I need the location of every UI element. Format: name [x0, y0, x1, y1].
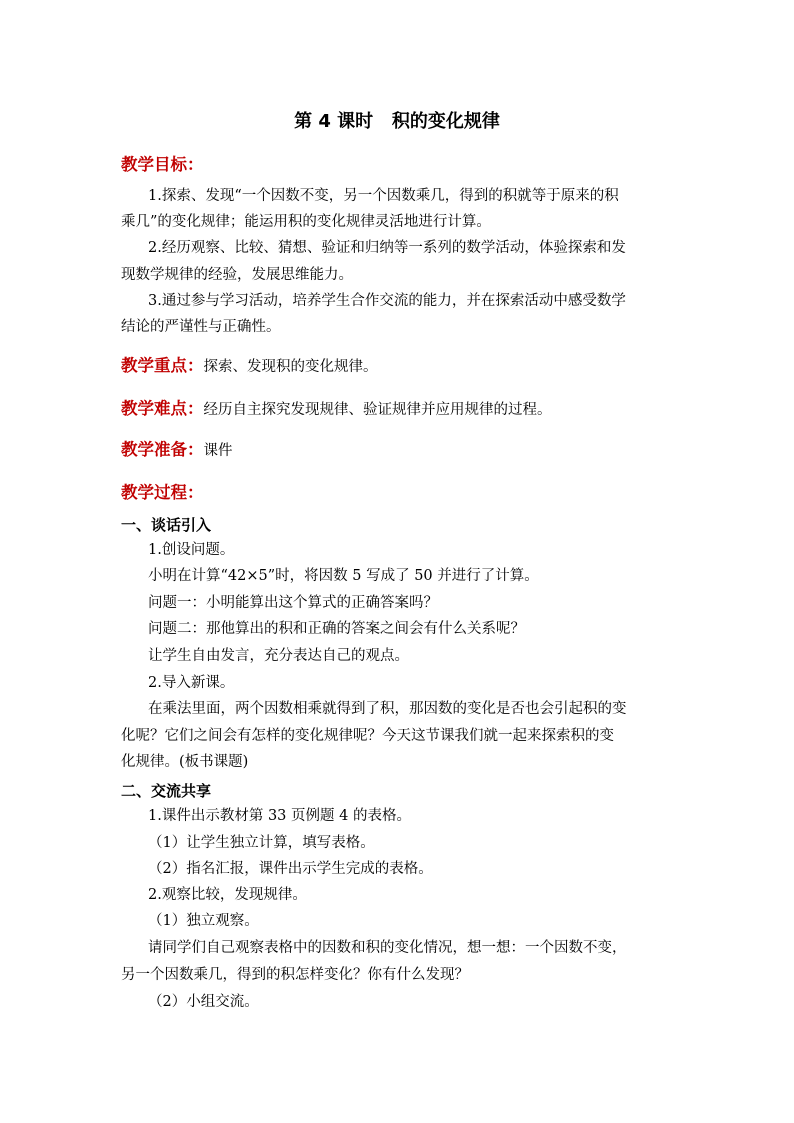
objectives-line: 1.探索、发现“一个因数不变，另一个因数乘几，得到的积就等于原来的积	[148, 188, 619, 204]
section2-line: 请同学们自己观察表格中的因数和积的变化情况，想一想：一个因数不变，	[148, 940, 627, 956]
objectives-line: 现数学规律的经验，发展思维能力。	[121, 267, 353, 283]
key-point-text: 探索、发现积的变化规律。	[203, 359, 378, 375]
section2-line: 2.观察比较，发现规律。	[148, 887, 307, 903]
preparation-row	[121, 436, 233, 460]
objectives-line: 3.通过参与学习活动，培养学生合作交流的能力，并在探索活动中感受数学	[148, 293, 626, 309]
section1-line: 问题二：那他算出的积和正确的答案之间会有什么关系呢？	[148, 621, 525, 637]
key-point-heading: 教学重点：	[121, 356, 204, 375]
section1-line: 问题一：小明能算出这个算式的正确答案吗？	[148, 595, 438, 611]
objectives-heading: 教学目标：	[121, 155, 204, 174]
section2-heading: 二、交流共享	[121, 782, 212, 800]
preparation-text: 课件	[203, 443, 233, 459]
key-point-row	[121, 352, 378, 376]
section1-line: 化呢？它们之间会有怎样的变化规律呢？今天这节课我们就一起来探索积的变	[121, 728, 614, 744]
objectives-line: 2.经历观察、比较、猜想、验证和归纳等一系列的数学活动，体验探索和发	[148, 240, 626, 256]
section1-line: 1.创设问题。	[148, 542, 235, 558]
section2-line: 另一个因数乘几，得到的积怎样变化？你有什么发现？	[121, 967, 469, 983]
section2-line: （2）小组交流。	[148, 994, 259, 1010]
section2-line: （2）指名汇报，课件出示学生完成的表格。	[148, 861, 433, 877]
section2-line: （1）独立观察。	[148, 913, 259, 929]
section1-line: 在乘法里面，两个因数相乘就得到了积，那因数的变化是否也会引起积的变	[148, 701, 627, 717]
difficulty-text: 经历自主探究发现规律、验证规律并应用规律的过程。	[203, 402, 552, 418]
section1-line: 2.导入新课。	[148, 675, 235, 691]
section1-line: 小明在计算“42×5”时，将因数 5 写成了 50 并进行了计算。	[148, 568, 539, 584]
section1-line: 让学生自由发言，充分表达自己的观点。	[148, 648, 409, 664]
page-title: 第 4 课时 积的变化规律	[294, 111, 500, 132]
section2-line: （1）让学生独立计算，填写表格。	[148, 835, 375, 851]
difficulty-row	[121, 395, 552, 419]
section2-line: 1.课件出示教材第 33 页例题 4 的表格。	[148, 808, 411, 824]
difficulty-heading: 教学难点：	[121, 399, 204, 418]
preparation-heading: 教学准备：	[121, 440, 204, 459]
process-heading: 教学过程：	[121, 483, 204, 502]
section1-heading: 一、谈话引入	[121, 516, 212, 534]
objectives-line: 结论的严谨性与正确性。	[121, 319, 281, 335]
objectives-line: 乘几”的变化规律；能运用积的变化规律灵活地进行计算。	[121, 214, 491, 230]
section1-line: 化规律。(板书课题)	[121, 754, 249, 770]
